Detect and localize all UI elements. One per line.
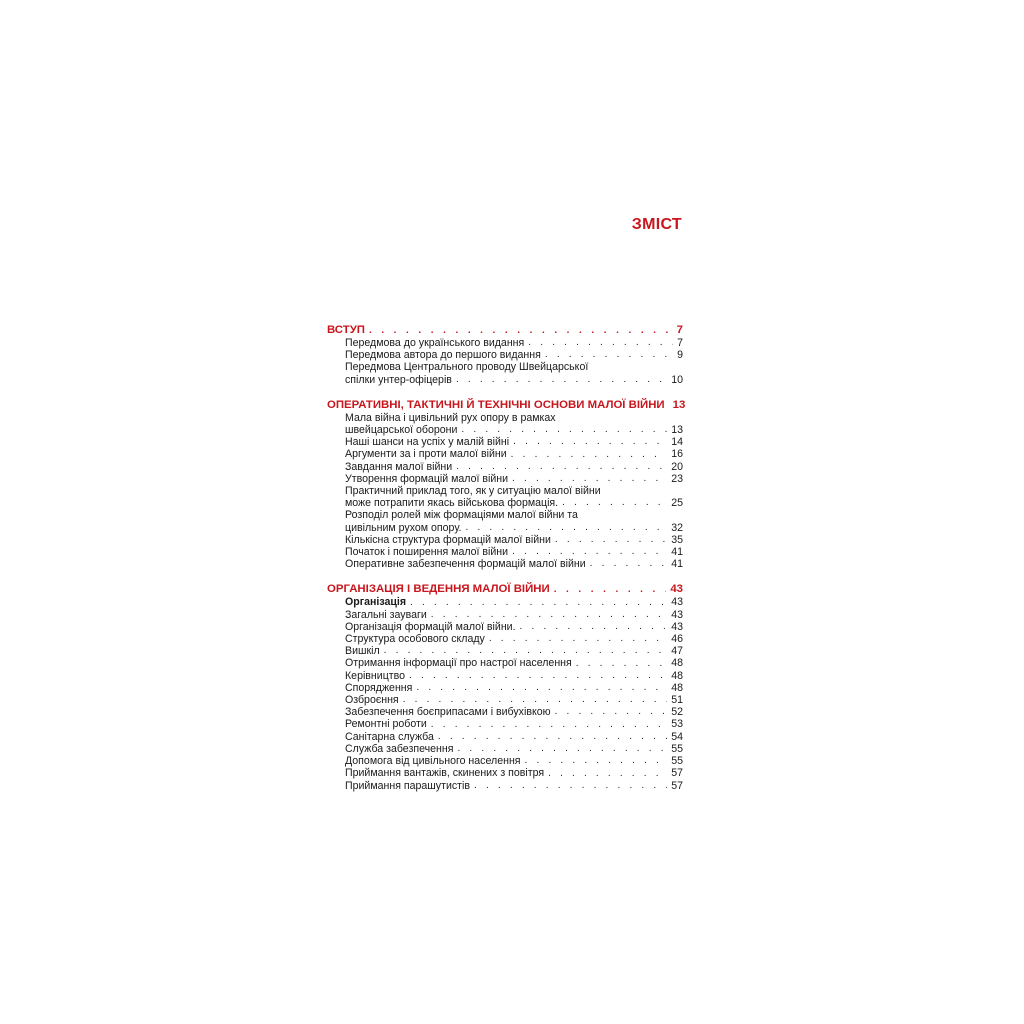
- toc-entry-page: 43: [671, 596, 683, 609]
- dot-leader: [466, 522, 668, 534]
- toc-entry-page: 20: [671, 460, 683, 473]
- toc-entry-page: 7: [677, 337, 683, 349]
- toc-entry-title: Наші шанси на успіх у малій війні: [345, 436, 510, 449]
- toc-entry-page: 52: [671, 706, 683, 719]
- toc-heading[interactable]: [327, 582, 683, 596]
- toc-entry[interactable]: [345, 682, 683, 694]
- toc-entry-page: 48: [671, 681, 683, 694]
- toc-heading-page: 43: [670, 583, 683, 596]
- toc-entry-title: Оперативне забезпечення формацій малої війни: [345, 558, 586, 571]
- toc-entry[interactable]: [327, 412, 683, 436]
- dot-leader: [512, 473, 667, 485]
- toc-entry-page: 9: [677, 349, 683, 362]
- toc-entry[interactable]: [345, 473, 683, 485]
- toc-entry-title: Передмова автора до першого видання: [345, 349, 541, 362]
- toc-entry-title: Допомога від цивільного населення: [345, 755, 521, 768]
- toc-entry[interactable]: [345, 780, 683, 792]
- toc-entry[interactable]: [345, 609, 683, 621]
- toc-entry[interactable]: [345, 337, 683, 349]
- toc-entry-page: 16: [671, 448, 683, 461]
- dot-leader: [369, 325, 673, 337]
- toc-entry[interactable]: [345, 743, 683, 755]
- toc-entry[interactable]: [327, 509, 683, 533]
- toc-entry-title: Санітарна служба: [345, 730, 434, 743]
- dot-leader: [456, 374, 667, 386]
- toc-entry-page: 14: [671, 436, 683, 449]
- toc-entry-page: 43: [671, 620, 683, 633]
- toc-entry-page: 41: [671, 546, 683, 559]
- toc-section-foundations: [327, 398, 686, 571]
- page-title: ЗМІСТ: [631, 216, 682, 233]
- toc-heading[interactable]: [327, 323, 683, 337]
- toc-entry-title: Структура особового складу: [345, 633, 485, 646]
- toc-entry-title: Організація формацій малої війни.: [345, 620, 516, 633]
- toc-entry-title: Початок і поширення малої війни: [345, 546, 509, 559]
- dot-leader: [545, 349, 673, 361]
- toc-entry-title: Передмова до українського видання: [345, 337, 525, 349]
- toc-entry[interactable]: [345, 448, 683, 460]
- dot-leader: [457, 743, 667, 755]
- dot-leader: [548, 768, 667, 780]
- dot-leader: [431, 719, 667, 731]
- toc-entry-page: 43: [671, 608, 683, 621]
- toc-entry[interactable]: [345, 546, 683, 558]
- toc-entry[interactable]: [345, 718, 683, 730]
- toc-entry[interactable]: [345, 694, 683, 706]
- toc-entry-page: 32: [671, 521, 683, 534]
- toc-entry[interactable]: [345, 767, 683, 779]
- dot-leader: [474, 780, 667, 792]
- toc-entry-title: Кількісна структура формацій малої війни: [345, 533, 551, 546]
- toc-entry[interactable]: [345, 670, 683, 682]
- dot-leader: [416, 682, 667, 694]
- toc-entry-page: 53: [671, 718, 683, 731]
- toc-entry-title: Отримання інформації про настрої населення: [345, 657, 572, 670]
- toc-entry-page: 57: [671, 767, 683, 780]
- toc-entry-page: 48: [671, 657, 683, 670]
- toc-entry-title: Приймання парашутистів: [345, 779, 471, 792]
- dot-leader: [456, 461, 667, 473]
- toc-entry-page: 41: [671, 558, 683, 571]
- toc-entry-title: Спорядження: [345, 681, 413, 694]
- toc-entry[interactable]: [345, 755, 683, 767]
- toc-entry-title: Загальні зауваги: [345, 608, 427, 621]
- dot-leader: [489, 633, 667, 645]
- table-of-contents: [327, 323, 686, 804]
- toc-entry[interactable]: [345, 706, 683, 718]
- dot-leader: [576, 658, 667, 670]
- dot-leader: [409, 670, 667, 682]
- toc-entry[interactable]: [345, 461, 683, 473]
- toc-entry-page: 57: [671, 779, 683, 792]
- toc-entry-title: Ремонтні роботи: [345, 718, 427, 731]
- dot-leader: [555, 706, 668, 718]
- toc-entry[interactable]: [345, 731, 683, 743]
- toc-entry-title: Забезпечення боєприпасами і вибухівкою: [345, 706, 551, 719]
- toc-entry-title: Практичний приклад того, як у ситуацію малої війни: [345, 485, 601, 498]
- toc-entry[interactable]: [345, 349, 683, 361]
- toc-entry[interactable]: [345, 436, 683, 448]
- dot-leader: [512, 546, 667, 558]
- dot-leader: [513, 436, 667, 448]
- dot-leader: [431, 609, 667, 621]
- toc-entry[interactable]: [345, 621, 683, 633]
- toc-entry[interactable]: [327, 485, 683, 509]
- toc-entry-title: Передмова Центрального проводу Швейцарської: [345, 361, 589, 374]
- toc-entry-title: Вишкіл: [345, 645, 380, 658]
- toc-entry-title-continued: цивільним рухом опору.: [345, 521, 462, 534]
- toc-entry-title: Аргументи за і проти малої війни: [345, 448, 507, 461]
- dot-leader: [528, 337, 673, 349]
- dot-leader: [384, 645, 668, 657]
- toc-entry[interactable]: [345, 633, 683, 645]
- toc-section-organization: [327, 582, 683, 791]
- toc-entry-page: 46: [671, 633, 683, 646]
- dot-leader: [438, 731, 667, 743]
- toc-entry-page: 48: [671, 669, 683, 682]
- toc-entry-title-continued: спілки унтер-офіцерів: [345, 373, 452, 386]
- toc-entry-title: Утворення формацій малої війни: [345, 472, 509, 485]
- toc-entry[interactable]: [345, 645, 683, 657]
- dot-leader: [555, 534, 667, 546]
- dot-leader: [562, 497, 667, 509]
- dot-leader: [525, 755, 668, 767]
- toc-entry-title-continued: швейцарської оборони: [345, 424, 458, 437]
- toc-entry[interactable]: [327, 361, 683, 385]
- toc-section-introduction: [327, 323, 683, 386]
- dot-leader: [520, 621, 668, 633]
- toc-entry-page: 23: [671, 472, 683, 485]
- toc-heading-title: ОРГАНІЗАЦІЯ І ВЕДЕННЯ МАЛОЇ ВІЙНИ: [327, 583, 550, 596]
- toc-entry-title: Завдання малої війни: [345, 460, 453, 473]
- toc-entry-title: Керівництво: [345, 669, 406, 682]
- toc-heading-page: 7: [676, 324, 683, 336]
- toc-entry-page: 54: [671, 730, 683, 743]
- toc-entry-page: 51: [671, 694, 683, 707]
- toc-entry-page: 25: [671, 497, 683, 510]
- toc-entry-page: 55: [671, 742, 683, 755]
- toc-entry-title: Озброєння: [345, 694, 399, 707]
- toc-entry[interactable]: [345, 558, 683, 570]
- toc-entry-page: 35: [671, 533, 683, 546]
- dot-leader: [461, 424, 667, 436]
- toc-heading-title: ВСТУП: [327, 324, 365, 336]
- dot-leader: [590, 558, 668, 570]
- toc-entry-page: 47: [671, 645, 683, 658]
- toc-entry-page: 13: [671, 424, 683, 437]
- toc-entry-title: Служба забезпечення: [345, 742, 454, 755]
- toc-heading-page: 13: [672, 398, 686, 411]
- toc-entry-title: Мала війна і цивільний рух опору в рамках: [345, 411, 556, 424]
- toc-entry-title-continued: може потрапити якась військова формація.: [345, 497, 559, 510]
- toc-subheading[interactable]: [345, 596, 683, 608]
- toc-entry-page: 10: [671, 373, 683, 386]
- toc-heading[interactable]: [327, 398, 686, 412]
- toc-entry-title: Організація: [345, 596, 407, 609]
- dot-leader: [554, 584, 667, 596]
- toc-entry-title: Розподіл ролей між формаціями малої війни та: [345, 509, 578, 522]
- toc-heading-title: ОПЕРАТИВНІ, ТАКТИЧНІ Й ТЕХНІЧНІ ОСНОВИ МАЛОЇ ВІЙНИ: [327, 398, 665, 411]
- toc-entry-page: 55: [671, 755, 683, 768]
- toc-entry[interactable]: [345, 534, 683, 546]
- dot-leader: [410, 597, 667, 609]
- dot-leader: [511, 449, 668, 461]
- toc-entry-title: Приймання вантажів, скинених з повітря: [345, 767, 545, 780]
- dot-leader: [403, 694, 668, 706]
- toc-entry[interactable]: [345, 657, 683, 669]
